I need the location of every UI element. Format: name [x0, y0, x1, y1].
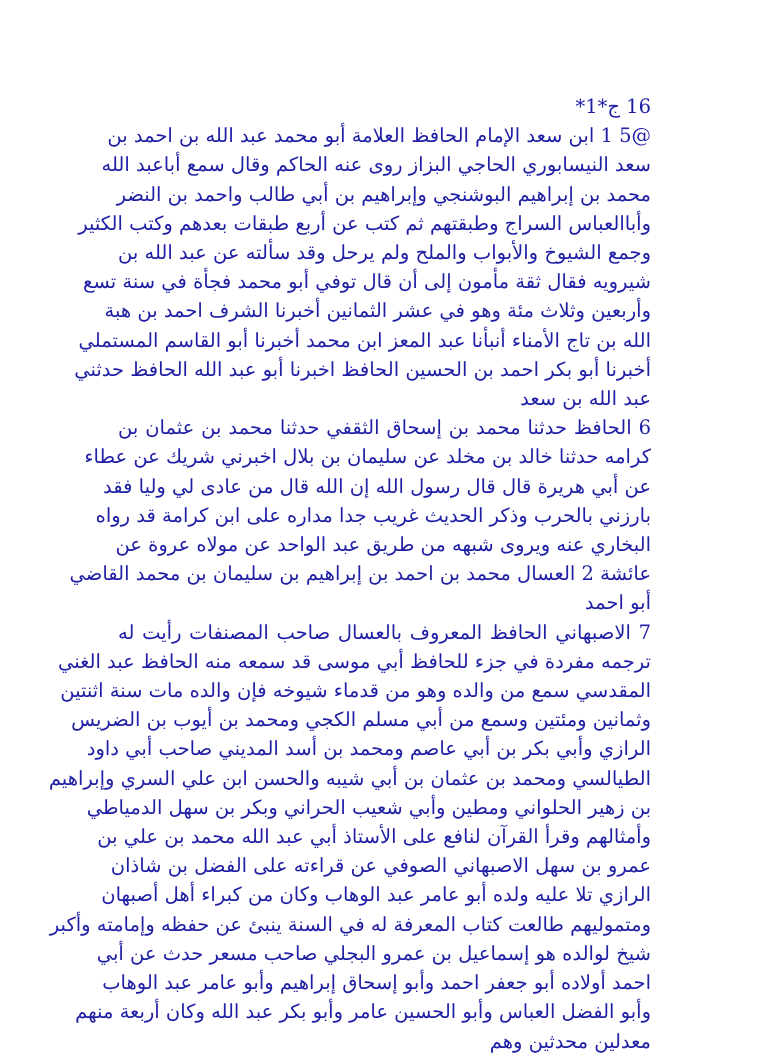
text-line: كرامه حدثنا خالد بن مخلد عن سليمان بن بلال اخبرني شريك عن عطاء	[84, 445, 651, 469]
text-line: شيرويه فقال ثقة مأمون إلى أن قال توفي أبو محمد فجأة في سنة تسع	[83, 270, 651, 294]
document-text	[48, 92, 651, 1056]
text-line: بن زهير الحلواني ومطين وأبي شعيب الحراني وبكر بن سهل الدمياطي	[86, 795, 651, 819]
text-line: الرازي تلا عليه ولده أبو عامر عبد الوهاب وكان من كبراء أهل أصبهان	[101, 883, 651, 907]
text-line: عن أبي هريرة قال قال رسول الله إن الله قال من عادى لي وليا فقد	[103, 474, 651, 498]
text-line: شيخ لوالده هو إسماعيل بن عمرو البجلي صاحب مسعر حدث عن أبي	[96, 941, 651, 965]
text-line: المقدسي سمع من والده وهو من قدماء شيوخه فإن والده مات سنة اثنتين	[60, 679, 651, 703]
text-line: 6 الحافظ حدثنا محمد بن إسحاق الثقفي حدثنا محمد بن عثمان بن	[118, 416, 651, 440]
text-line: عبد الله بن سعد	[520, 387, 651, 411]
text-line: أخبرنا أبو بكر احمد بن الحسين الحافظ اخبرنا أبو عبد الله الحافظ حدثني	[74, 357, 651, 381]
text-line: ومتموليهم طالعت كتاب المعرفة له في السنة ينبئ عن حفظه وإمامته وأكبر	[49, 912, 651, 936]
text-line: الطيالسي ومحمد بن عثمان بن أبي شيبه والحسن ابن علي السري وإبراهيم	[48, 766, 651, 790]
text-line: عمرو بن سهل الاصبهاني الصوفي عن قراءته على الفضل بن شاذان	[110, 854, 651, 878]
text-line: محمد بن إبراهيم البوشنجي وإبراهيم بن أبي طالب واحمد بن النضر	[116, 182, 651, 206]
text-line: وأربعين وثلاث مئة وهو في عشر الثمانين أخبرنا الشرف احمد بن هبة	[104, 299, 651, 323]
text-line: الله بن تاج الأمناء أنبأنا عبد المعز ابن محمد أخبرنا أبو القاسم المستملي	[78, 328, 651, 352]
text-line: أبو احمد	[584, 591, 651, 615]
text-line: احمد أولاده أبو جعفر احمد وأبو إسحاق إبراهيم وأبو عامر عبد الوهاب	[102, 971, 651, 995]
text-line: سعد النيسابوري الحاجي البزاز روى عنه الحاكم وقال سمع أباعبد الله	[101, 153, 651, 177]
text-line: @5 1 ابن سعد الإمام الحافظ العلامة أبو محمد عبد الله بن احمد بن	[107, 124, 651, 148]
text-line: الرازي وأبي بكر بن أبي عاصم ومحمد بن أسد المديني صاحب أبي داود	[86, 737, 651, 761]
text-line: وأمثالهم وقرأ القرآن لنافع على الأستاذ أبي عبد الله محمد بن علي بن	[97, 825, 651, 849]
text-line: 16 ج*1*	[575, 95, 651, 118]
text-line: عائشة 2 العسال محمد بن احمد بن إبراهيم بن سليمان بن محمد القاضي	[69, 562, 651, 586]
text-line: معدلين محدثين وهم	[489, 1029, 651, 1053]
text-line: ترجمه مفردة في جزء للحافظ أبي موسى قد سمعه منه الحافظ عبد الغني	[57, 649, 651, 673]
text-line: بارزني بالحرب وذكر الحديث غريب جدا مداره على ابن كرامة قد رواه	[95, 503, 651, 527]
text-line: وثمانين ومئتين وسمع من أبي مسلم الكجي ومحمد بن أيوب بن الضريس	[71, 708, 651, 732]
text-line: وأباالعباس السراج وطبقتهم ثم كتب عن أربع طبقات بعدهم وكتب الكثير	[78, 211, 651, 235]
text-line: وأبو الفضل العباس وأبو الحسين عامر وأبو بكر عبد الله وكان أربعة منهم	[75, 1000, 651, 1024]
text-line: وجمع الشيوخ والأبواب والملح ولم يرحل وقد سألته عن عبد الله بن	[118, 241, 651, 265]
text-line: البخاري عنه ويروى شبهه من طريق عبد الواحد عن مولاه عروة عن	[115, 533, 651, 557]
text-line: 7 الاصبهاني الحافظ المعروف بالعسال صاحب المصنفات رأيت له	[118, 620, 651, 644]
